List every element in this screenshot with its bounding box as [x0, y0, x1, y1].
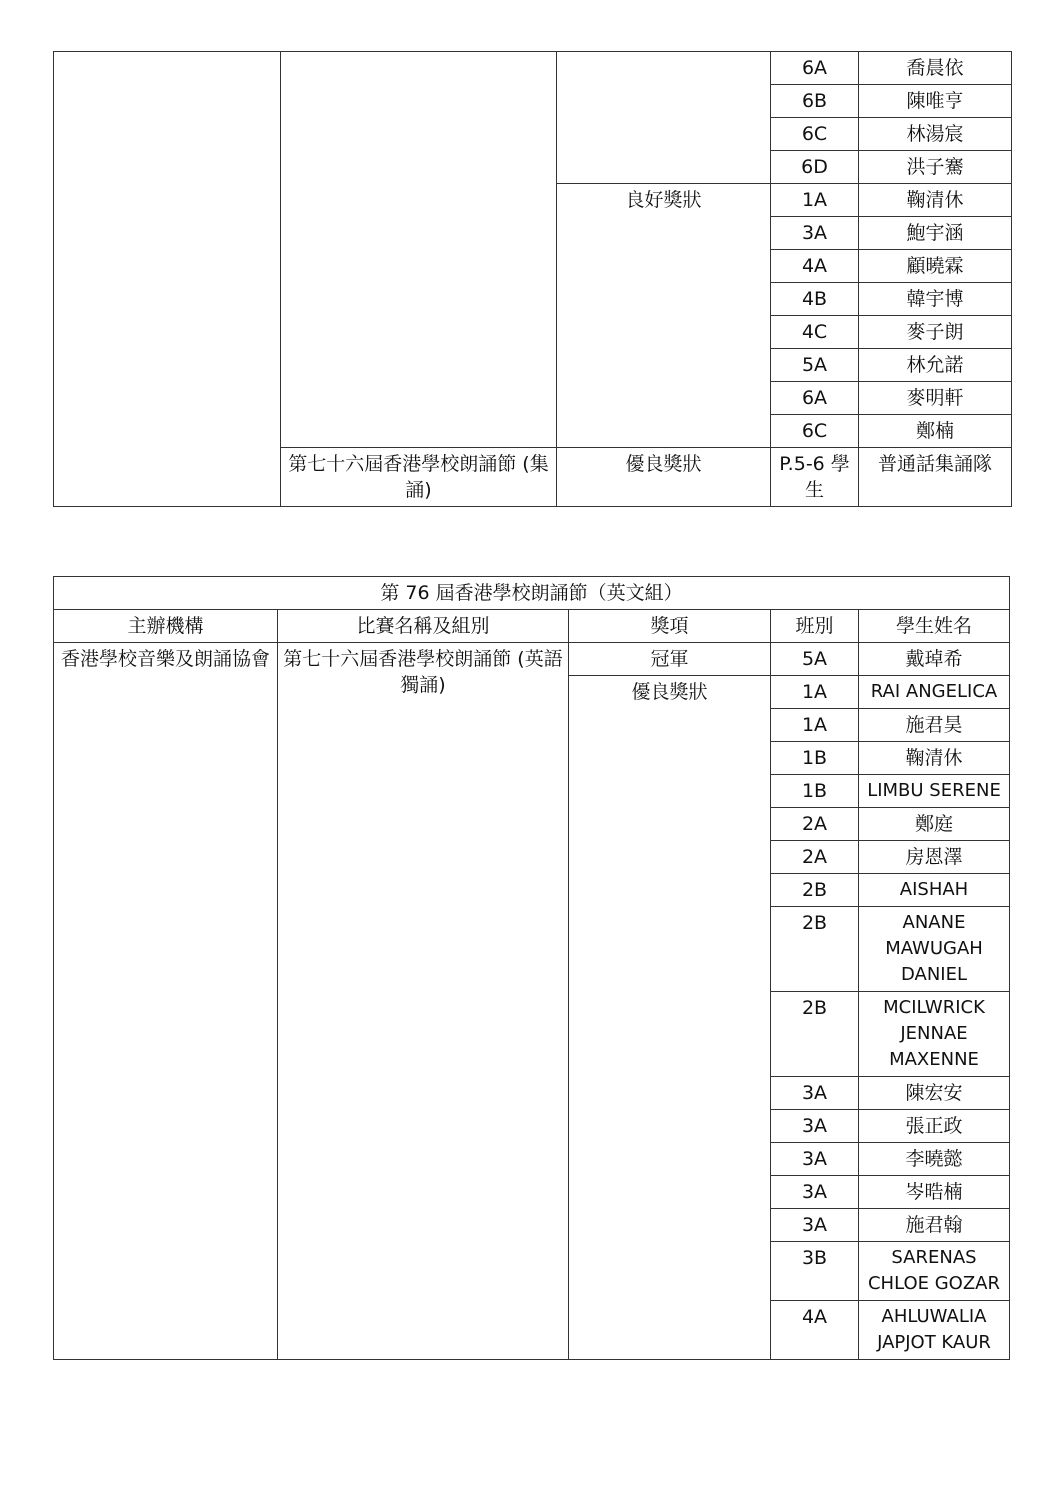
- class-cell: 3B: [771, 1242, 859, 1301]
- header-class: 班別: [771, 610, 859, 643]
- student-name-cell: 洪子騫: [859, 151, 1012, 184]
- class-cell: 2A: [771, 841, 859, 874]
- awards-table-continued: [53, 51, 1012, 507]
- class-cell: 1A: [771, 184, 859, 217]
- student-name-cell: 鄭庭: [859, 808, 1010, 841]
- header-award: 獎項: [569, 610, 771, 643]
- student-name-cell: 房恩澤: [859, 841, 1010, 874]
- group-competition-cell: 第七十六屆香港學校朗誦節 (集誦): [281, 448, 557, 507]
- class-cell: 4C: [771, 316, 859, 349]
- student-name-cell: 陳宏安: [859, 1077, 1010, 1110]
- student-name-cell: 顧曉霖: [859, 250, 1012, 283]
- class-cell: 1A: [771, 676, 859, 709]
- student-name-cell: 韓宇博: [859, 283, 1012, 316]
- class-cell: 3A: [771, 1143, 859, 1176]
- competition-cell: 第七十六屆香港學校朗誦節 (英語獨誦): [278, 643, 569, 1360]
- student-name-cell: MCILWRICK JENNAE MAXENNE: [859, 992, 1010, 1077]
- student-name-cell: 施君翰: [859, 1209, 1010, 1242]
- group-class-cell: P.5-6 學生: [771, 448, 859, 507]
- class-cell: 6B: [771, 85, 859, 118]
- class-cell: 4A: [771, 1301, 859, 1360]
- student-name-cell: 林湯宸: [859, 118, 1012, 151]
- student-name-cell: 李曉懿: [859, 1143, 1010, 1176]
- student-name-cell: 戴琸希: [859, 643, 1010, 676]
- student-name-cell: 岑晧楠: [859, 1176, 1010, 1209]
- student-name-cell: ANANE MAWUGAH DANIEL: [859, 907, 1010, 992]
- class-cell: 2B: [771, 907, 859, 992]
- student-name-cell: LIMBU SERENE: [859, 775, 1010, 808]
- class-cell: 3A: [771, 1110, 859, 1143]
- class-cell: 6C: [771, 118, 859, 151]
- class-cell: 2A: [771, 808, 859, 841]
- student-name-cell: RAI ANGELICA: [859, 676, 1010, 709]
- class-cell: 1B: [771, 775, 859, 808]
- class-cell: 6D: [771, 151, 859, 184]
- class-cell: 1A: [771, 709, 859, 742]
- class-cell: 6C: [771, 415, 859, 448]
- class-cell: 3A: [771, 1209, 859, 1242]
- student-name-cell: 鞠清休: [859, 184, 1012, 217]
- group-name-cell: 普通話集誦隊: [859, 448, 1012, 507]
- header-competition: 比賽名稱及組別: [278, 610, 569, 643]
- group-award-cell: 優良獎狀: [557, 448, 771, 507]
- student-name-cell: AISHAH: [859, 874, 1010, 907]
- class-cell: 4B: [771, 283, 859, 316]
- student-name-cell: 林允諾: [859, 349, 1012, 382]
- class-cell: 5A: [771, 643, 859, 676]
- award-cell: [557, 52, 771, 184]
- student-name-cell: 張正政: [859, 1110, 1010, 1143]
- student-name-cell: 鞠清休: [859, 742, 1010, 775]
- organizer-cell: [54, 52, 281, 507]
- award-cell-merit: 優良獎狀: [569, 676, 771, 1360]
- class-cell: 2B: [771, 992, 859, 1077]
- student-name-cell: 麥明軒: [859, 382, 1012, 415]
- class-cell: 6A: [771, 382, 859, 415]
- organizer-cell: 香港學校音樂及朗誦協會: [54, 643, 278, 1360]
- class-cell: 6A: [771, 52, 859, 85]
- header-student-name: 學生姓名: [859, 610, 1010, 643]
- student-name-cell: 麥子朗: [859, 316, 1012, 349]
- award-cell-good: 良好獎狀: [557, 184, 771, 448]
- class-cell: 3A: [771, 1176, 859, 1209]
- student-name-cell: 喬晨依: [859, 52, 1012, 85]
- class-cell: 3A: [771, 217, 859, 250]
- student-name-cell: 鄭楠: [859, 415, 1012, 448]
- student-name-cell: SARENAS CHLOE GOZAR: [859, 1242, 1010, 1301]
- competition-cell: [281, 52, 557, 448]
- class-cell: 3A: [771, 1077, 859, 1110]
- header-organizer: 主辦機構: [54, 610, 278, 643]
- table-title: 第 76 屆香港學校朗誦節（英文組）: [54, 577, 1010, 610]
- class-cell: 1B: [771, 742, 859, 775]
- class-cell: 4A: [771, 250, 859, 283]
- award-cell-champion: 冠軍: [569, 643, 771, 676]
- student-name-cell: AHLUWALIA JAPJOT KAUR: [859, 1301, 1010, 1360]
- english-awards-table: [53, 576, 1010, 1360]
- class-cell: 5A: [771, 349, 859, 382]
- student-name-cell: 施君昊: [859, 709, 1010, 742]
- student-name-cell: 鮑宇涵: [859, 217, 1012, 250]
- class-cell: 2B: [771, 874, 859, 907]
- student-name-cell: 陳唯亨: [859, 85, 1012, 118]
